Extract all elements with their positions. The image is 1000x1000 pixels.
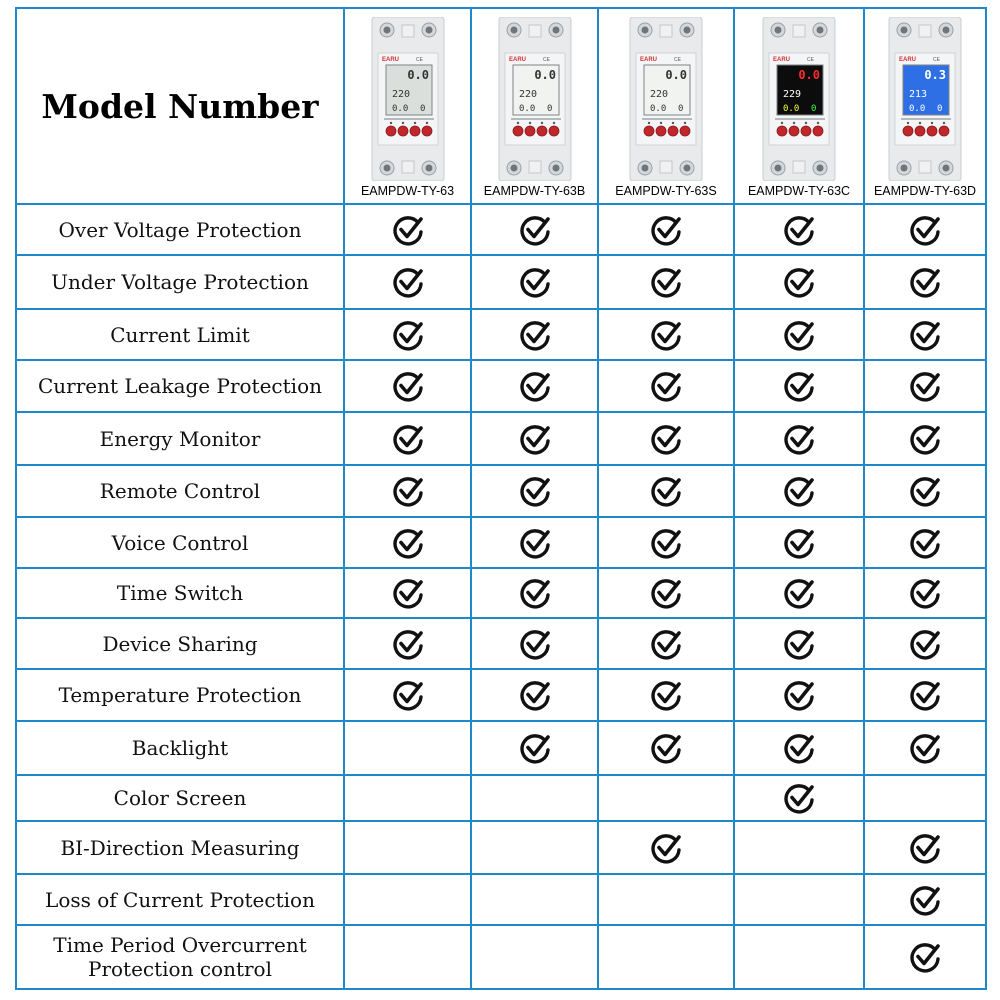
check-icon [782, 422, 816, 456]
feature-name-cell [16, 874, 344, 925]
feature-name-cell [16, 669, 344, 721]
support-cell [598, 721, 734, 775]
support-cell [734, 568, 864, 618]
check-icon [782, 526, 816, 560]
support-cell [471, 465, 598, 517]
support-cell [344, 775, 471, 821]
check-icon [908, 627, 942, 661]
support-cell [864, 821, 986, 874]
svg-text:0.0: 0.0 [798, 68, 820, 82]
support-cell [864, 255, 986, 309]
feature-label: Device Sharing [102, 631, 258, 656]
check-icon [908, 422, 942, 456]
svg-text:0.0: 0.0 [406, 68, 429, 82]
feature-label: Temperature Protection [58, 683, 302, 707]
feature-name-cell [16, 568, 344, 618]
svg-text:0.0: 0.0 [533, 68, 556, 82]
support-cell [864, 360, 986, 412]
table-row [16, 412, 986, 465]
check-icon [391, 422, 425, 456]
check-icon [908, 678, 942, 712]
support-cell [344, 874, 471, 925]
feature-name-cell [16, 255, 344, 309]
model-header-cell [598, 8, 734, 204]
model-name-label: EAMPDW-TY-63 [360, 184, 455, 198]
svg-text:0: 0 [811, 104, 817, 114]
support-cell [344, 568, 471, 618]
svg-text:220: 220 [650, 89, 669, 100]
support-cell [864, 465, 986, 517]
check-icon [782, 576, 816, 610]
model-header-cell [734, 8, 864, 204]
feature-label: Color Screen [113, 786, 247, 810]
check-icon [649, 318, 683, 352]
svg-text:0.0: 0.0 [909, 104, 926, 114]
support-cell [344, 412, 471, 465]
check-icon [391, 265, 425, 299]
support-cell [344, 721, 471, 775]
check-icon [391, 369, 425, 403]
feature-name-cell [16, 360, 344, 412]
check-icon [782, 678, 816, 712]
support-cell [598, 309, 734, 360]
support-cell [598, 669, 734, 721]
header-row [16, 8, 986, 204]
check-icon [782, 318, 816, 352]
check-icon [649, 576, 683, 610]
check-icon [908, 369, 942, 403]
check-icon [518, 576, 552, 610]
feature-label [53, 933, 307, 981]
support-cell [598, 360, 734, 412]
support-cell [864, 874, 986, 925]
check-icon [391, 318, 425, 352]
table-row [16, 568, 986, 618]
feature-name-cell [16, 465, 344, 517]
check-icon [518, 422, 552, 456]
feature-label: Backlight [131, 736, 229, 760]
support-cell [734, 821, 864, 874]
support-cell [734, 775, 864, 821]
feature-label: Remote Control [99, 479, 261, 503]
support-cell [734, 517, 864, 568]
brand-logo-text: EARU [899, 57, 917, 63]
check-icon [782, 213, 816, 247]
support-cell [598, 925, 734, 989]
check-icon [391, 576, 425, 610]
feature-label-line: Time Period Overcurrent [53, 933, 307, 957]
check-icon [649, 678, 683, 712]
svg-text:0: 0 [678, 104, 684, 114]
feature-name-cell [16, 821, 344, 874]
check-icon [908, 474, 942, 508]
support-cell [471, 204, 598, 255]
table-row [16, 465, 986, 517]
support-cell [471, 412, 598, 465]
check-icon [649, 474, 683, 508]
check-icon [782, 731, 816, 765]
svg-text:CE: CE [807, 57, 814, 63]
svg-text:213: 213 [909, 89, 928, 100]
support-cell [344, 618, 471, 669]
support-cell [344, 309, 471, 360]
check-icon [649, 369, 683, 403]
svg-text:0.0: 0.0 [391, 104, 408, 114]
svg-text:0.0: 0.0 [650, 104, 667, 114]
check-icon [649, 422, 683, 456]
table-row [16, 618, 986, 669]
check-icon [518, 627, 552, 661]
support-cell [471, 568, 598, 618]
support-cell [734, 412, 864, 465]
check-icon [391, 213, 425, 247]
feature-label: Under Voltage Protection [51, 270, 309, 294]
support-cell [864, 669, 986, 721]
support-cell [734, 465, 864, 517]
feature-label: Energy Monitor [99, 426, 261, 451]
support-cell [344, 669, 471, 721]
check-icon [518, 731, 552, 765]
table-row [16, 669, 986, 721]
model-number-title: Model Number [41, 86, 319, 126]
check-icon [391, 526, 425, 560]
check-icon [649, 731, 683, 765]
model-header-cell [344, 8, 471, 204]
support-cell [598, 568, 734, 618]
support-cell [598, 874, 734, 925]
support-cell [734, 721, 864, 775]
table-row [16, 309, 986, 360]
feature-label: Time Switch [116, 581, 244, 605]
table-row [16, 874, 986, 925]
support-cell [864, 925, 986, 989]
support-cell [598, 465, 734, 517]
support-cell [864, 204, 986, 255]
feature-name-cell [16, 721, 344, 775]
check-icon [908, 318, 942, 352]
support-cell [344, 925, 471, 989]
check-icon [518, 265, 552, 299]
model-name-label: EAMPDW-TY-63C [747, 184, 851, 198]
feature-name-cell [16, 204, 344, 255]
svg-text:0: 0 [937, 104, 943, 114]
feature-name-cell [16, 412, 344, 465]
support-cell [734, 255, 864, 309]
feature-label: Over Voltage Protection [58, 217, 302, 242]
table-row [16, 255, 986, 309]
support-cell [864, 775, 986, 821]
check-icon [908, 213, 942, 247]
svg-text:220: 220 [518, 89, 537, 100]
device-image [370, 17, 446, 181]
support-cell [734, 360, 864, 412]
feature-name-cell [16, 309, 344, 360]
check-icon [391, 627, 425, 661]
device-image [497, 17, 573, 181]
support-cell [864, 618, 986, 669]
svg-text:220: 220 [391, 89, 410, 100]
check-icon [908, 940, 942, 974]
support-cell [471, 309, 598, 360]
support-cell [864, 517, 986, 568]
model-name-label: EAMPDW-TY-63D [873, 184, 977, 198]
check-icon [518, 318, 552, 352]
check-icon [649, 526, 683, 560]
check-icon [518, 369, 552, 403]
support-cell [734, 925, 864, 989]
support-cell [471, 360, 598, 412]
table-row [16, 204, 986, 255]
feature-name-cell [16, 925, 344, 989]
support-cell [344, 821, 471, 874]
svg-text:0.3: 0.3 [924, 68, 946, 82]
check-icon [649, 213, 683, 247]
svg-text:0: 0 [546, 104, 552, 114]
support-cell [344, 360, 471, 412]
table-row [16, 517, 986, 568]
feature-name-cell [16, 618, 344, 669]
check-icon [391, 678, 425, 712]
check-icon [782, 627, 816, 661]
check-icon [782, 369, 816, 403]
check-icon [391, 474, 425, 508]
support-cell [864, 412, 986, 465]
svg-text:0: 0 [419, 104, 425, 114]
support-cell [734, 874, 864, 925]
check-icon [649, 627, 683, 661]
support-cell [598, 517, 734, 568]
support-cell [734, 618, 864, 669]
feature-name-cell [16, 775, 344, 821]
table-row [16, 721, 986, 775]
support-cell [471, 618, 598, 669]
support-cell [471, 821, 598, 874]
svg-text:CE: CE [415, 57, 423, 63]
support-cell [598, 821, 734, 874]
model-header-cell [864, 8, 986, 204]
support-cell [471, 775, 598, 821]
feature-comparison-table [15, 7, 987, 990]
check-icon [518, 474, 552, 508]
check-icon [518, 213, 552, 247]
svg-text:0.0: 0.0 [783, 104, 800, 114]
check-icon [649, 831, 683, 865]
check-icon [649, 265, 683, 299]
svg-text:229: 229 [783, 89, 802, 100]
check-icon [908, 576, 942, 610]
check-icon [518, 678, 552, 712]
brand-logo-text: EARU [640, 57, 658, 63]
model-header-cell [471, 8, 598, 204]
table-row [16, 360, 986, 412]
support-cell [344, 517, 471, 568]
support-cell [344, 204, 471, 255]
support-cell [734, 309, 864, 360]
svg-text:CE: CE [542, 57, 550, 63]
support-cell [734, 669, 864, 721]
device-image [628, 17, 704, 181]
support-cell [344, 465, 471, 517]
device-image [761, 17, 837, 181]
support-cell [598, 412, 734, 465]
check-icon [908, 883, 942, 917]
feature-label: Current Limit [110, 322, 250, 347]
support-cell [471, 255, 598, 309]
svg-text:CE: CE [933, 57, 940, 63]
support-cell [471, 874, 598, 925]
check-icon [518, 526, 552, 560]
table-row [16, 925, 986, 989]
model-name-label: EAMPDW-TY-63S [615, 184, 717, 198]
support-cell [598, 204, 734, 255]
model-name-label: EAMPDW-TY-63B [483, 184, 586, 198]
brand-logo-text: EARU [508, 57, 526, 63]
check-icon [782, 265, 816, 299]
feature-label: Voice Control [111, 530, 249, 555]
check-icon [908, 265, 942, 299]
support-cell [471, 517, 598, 568]
support-cell [598, 775, 734, 821]
support-cell [471, 721, 598, 775]
support-cell [471, 925, 598, 989]
check-icon [908, 731, 942, 765]
check-icon [908, 831, 942, 865]
svg-text:CE: CE [674, 57, 681, 63]
feature-label: Current Leakage Protection [38, 374, 322, 398]
brand-logo-text: EARU [381, 57, 399, 63]
support-cell [471, 669, 598, 721]
model-number-header-cell [16, 8, 344, 204]
check-icon [908, 526, 942, 560]
svg-text:0.0: 0.0 [518, 104, 535, 114]
feature-label: BI-Direction Measuring [60, 835, 300, 860]
feature-name-cell [16, 517, 344, 568]
support-cell [598, 618, 734, 669]
feature-label: Loss of Current Protection [45, 887, 315, 912]
table-row [16, 775, 986, 821]
support-cell [734, 204, 864, 255]
brand-logo-text: EARU [773, 57, 791, 63]
table-row [16, 821, 986, 874]
support-cell [864, 721, 986, 775]
support-cell [864, 568, 986, 618]
feature-label-line: Protection control [87, 957, 272, 981]
check-icon [782, 474, 816, 508]
support-cell [864, 309, 986, 360]
device-image [887, 17, 963, 181]
support-cell [344, 255, 471, 309]
support-cell [598, 255, 734, 309]
svg-text:0.0: 0.0 [665, 68, 687, 82]
check-icon [782, 781, 816, 815]
